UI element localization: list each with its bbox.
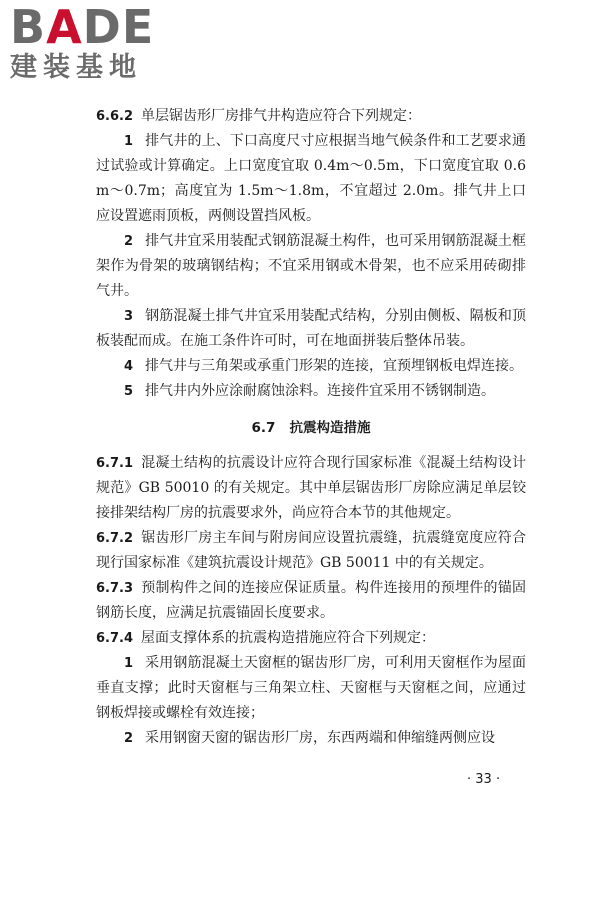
clause-number: 6.7.2 bbox=[96, 531, 134, 546]
logo-subtitle: 建装基地 bbox=[10, 52, 142, 83]
clause-6-7-4 bbox=[96, 626, 526, 651]
page-number: · 33 · bbox=[467, 772, 501, 787]
clause-6-6-2-item-2 bbox=[96, 229, 526, 304]
item-text: 钢筋混凝土排气井宜采用装配式结构，分别由侧板、隔板和顶板装配而成。在施工条件许可时，可在地面拼装后整体吊装。 bbox=[96, 308, 526, 349]
logo-letter-a: A bbox=[46, 0, 83, 54]
section-heading-6-7 bbox=[96, 416, 526, 441]
section-number: 6.7 bbox=[251, 420, 276, 436]
logo-letters-de: DE bbox=[82, 0, 155, 54]
item-number: 5 bbox=[124, 384, 134, 399]
item-text: 排气井与三角架或承重门形架的连接，宜预埋钢板电焊连接。 bbox=[145, 358, 524, 374]
clause-text: 混凝土结构的抗震设计应符合现行国家标准《混凝土结构设计规范》GB 50010 的有关规定。其中单层锯齿形厂房除应满足单层铰接排架结构厂房的抗震要求外，尚应符合本节的其他规定。 bbox=[96, 455, 526, 521]
item-text: 排气井的上、下口高度尺寸应根据当地气候条件和工艺要求通过试验或计算确定。上口宽度宜取 0.4m～0.5m，下口宽度宜取 0.6m～0.7m；高度宜为 1.5m～1.8m，不宜超过 2.0m。排气井上口应设置遮雨顶板，两侧设置挡风板。 bbox=[96, 133, 526, 224]
item-text: 排气井内外应涂耐腐蚀涂料。连接件宜采用不锈钢制造。 bbox=[145, 383, 496, 399]
clause-number: 6.7.4 bbox=[96, 631, 134, 646]
item-text: 采用钢窗天窗的锯齿形厂房，东西两端和伸缩缝两侧应设 bbox=[145, 730, 496, 746]
clause-6-7-2 bbox=[96, 526, 526, 576]
item-number: 1 bbox=[124, 134, 134, 149]
item-number: 2 bbox=[124, 731, 134, 746]
item-number: 4 bbox=[124, 359, 134, 374]
document-body bbox=[96, 104, 526, 751]
bade-logo bbox=[10, 0, 180, 88]
item-number: 3 bbox=[124, 309, 134, 324]
item-text: 采用钢筋混凝土天窗框的锯齿形厂房，可利用天窗框作为屋面垂直支撑；此时天窗框与三角架立柱、天窗框与天窗框之间，应通过钢板焊接或螺栓有效连接； bbox=[96, 655, 526, 721]
item-number: 2 bbox=[124, 234, 134, 249]
logo-letter-b: B bbox=[10, 0, 47, 54]
item-text: 排气井宜采用装配式钢筋混凝土构件，也可采用钢筋混凝土框架作为骨架的玻璃钢结构；不宜采用钢或木骨架，也不应采用砖砌排气井。 bbox=[96, 233, 526, 299]
clause-number: 6.7.3 bbox=[96, 581, 134, 596]
clause-6-7-4-item-1 bbox=[96, 651, 526, 726]
clause-text: 屋面支撑体系的抗震构造措施应符合下列规定： bbox=[141, 630, 436, 646]
clause-6-6-2-item-1 bbox=[96, 129, 526, 229]
logo-wordmark bbox=[10, 0, 180, 54]
section-title: 抗震构造措施 bbox=[289, 420, 371, 436]
clause-number: 6.6.2 bbox=[96, 109, 134, 124]
clause-6-7-3 bbox=[96, 576, 526, 626]
clause-6-6-2-item-5 bbox=[96, 379, 526, 404]
clause-6-7-4-item-2 bbox=[96, 726, 526, 751]
clause-6-6-2 bbox=[96, 104, 526, 129]
item-number: 1 bbox=[124, 656, 134, 671]
clause-text: 锯齿形厂房主车间与附房间应设置抗震缝，抗震缝宽度应符合现行国家标准《建筑抗震设计规范》GB 50011 中的有关规定。 bbox=[96, 530, 526, 571]
clause-number: 6.7.1 bbox=[96, 456, 134, 471]
clause-6-6-2-item-4 bbox=[96, 354, 526, 379]
clause-6-6-2-item-3 bbox=[96, 304, 526, 354]
clause-text: 预制构件之间的连接应保证质量。构件连接用的预埋件的锚固钢筋长度，应满足抗震锚固长度要求。 bbox=[96, 580, 526, 621]
clause-text: 单层锯齿形厂房排气井构造应符合下列规定： bbox=[141, 108, 422, 124]
clause-6-7-1 bbox=[96, 451, 526, 526]
